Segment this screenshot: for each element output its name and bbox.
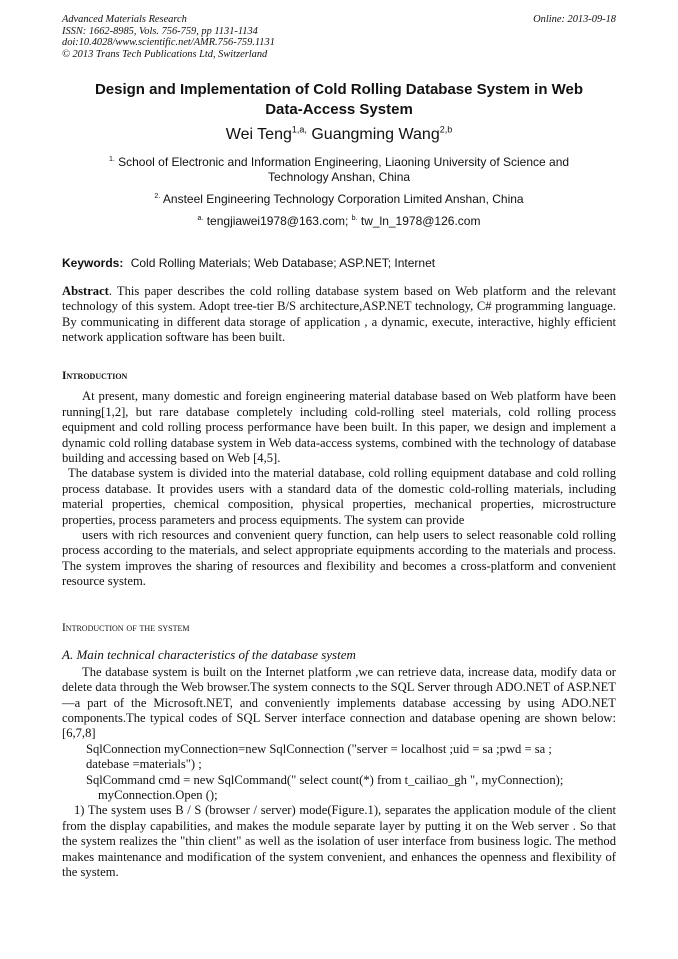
author-1: Wei Teng <box>225 126 292 143</box>
email-a-mark: a. <box>197 215 204 222</box>
title-line-2: Data-Access System <box>265 101 413 118</box>
subsection-a-heading: A. Main technical characteristics of the database system <box>62 647 356 663</box>
introduction-paragraph-1: At present, many domestic and foreign engineering material database based on Web platform have been running[1,2], but rare database completely including cold-rolling steel materials, cold rolling process equipment and cold rolling process performance have been built. In this paper, we design and implement a dynamic cold rolling database system in Web data-access systems, combined with the technology of database building and accessing based on Web [4,5]. <box>62 389 616 466</box>
journal-name: Advanced Materials Research <box>62 14 187 25</box>
keywords <box>62 256 435 270</box>
emails <box>70 214 608 229</box>
system-paragraph-1: The database system is built on the Internet platform ,we can retrieve data, increase data, modify data or delete data through the Web browser.The system connects to the SQL Server through ADO.NET of ASP.NET—a part of the Microsoft.NET, and conveniently implements database accessing by using ADO.NET components.The typical codes of SQL Server interface connection and database opening are shown below: [6,7,8] <box>62 664 616 741</box>
abstract-text: . This paper describes the cold rolling database system based on Web platform and the relevant technology of this system. Adopt tree-tier B/S architecture,ASP.NET technology, C# programming language. By communicating in different data storage of application , a dynamic, execute, interactive, highly efficient network application software has been built. <box>62 284 616 345</box>
introduction-paragraph-2: The database system is divided into the material database, cold rolling equipment database and cold rolling process database. It provides users with a standard data of the domestic cold-rolling materials, including material properties, chemical composition, physical properties, mechanical properties, microstructure properties, process parameters and process equipments. The system can provide <box>62 466 616 527</box>
code-line-4: myConnection.Open (); <box>98 788 218 803</box>
title-line-1: Design and Implementation of Cold Rolling Database System in Web <box>94 81 584 98</box>
keywords-text: Cold Rolling Materials; Web Database; ASP.NET; Internet <box>130 256 436 270</box>
introduction-section <box>62 369 616 590</box>
paper-title <box>70 80 608 120</box>
affiliation-1-line-2: Technology Anshan, China <box>267 170 411 184</box>
keywords-label: Keywords: <box>62 256 124 270</box>
introduction-paragraph-3: users with rich resources and convenient query function, can help users to select reasonable cold rolling process according to the materials, and select appropriate equipments according to the materials and process. The system improves the sharing of resources and flexibility and becomes a cross-platform and convenient resource system. <box>62 528 616 589</box>
email-b[interactable]: tw_ln_1978@126.com <box>360 214 481 228</box>
copyright-line: © 2013 Trans Tech Publications Ltd, Switzerland <box>62 48 268 60</box>
code-line-2: datebase =materials") ; <box>86 757 202 772</box>
introduction-heading: Introduction <box>62 370 128 382</box>
affiliation-2-text: Ansteel Engineering Technology Corporation Limited Anshan, China <box>162 192 524 206</box>
abstract-label: Abstract <box>62 284 109 298</box>
system-heading: Introduction of the system <box>62 622 190 634</box>
affiliation-1-line-1: School of Electronic and Information Engineering, Liaoning University of Science and <box>118 155 570 169</box>
affiliation-1 <box>70 155 608 185</box>
abstract <box>62 284 616 346</box>
code-line-3: SqlCommand cmd = new SqlCommand(" select count(*) from t_cailiao_gh ", myConnection); <box>86 772 564 787</box>
author-line <box>62 126 616 144</box>
author-separator: , <box>304 124 307 135</box>
system-section <box>62 621 616 881</box>
system-paragraph-2: 1) The system uses B / S (browser / server) mode(Figure.1), separates the application module of the client from the display capabilities, and makes the module separate layer by putting it on the Web server . So that the system realizes the "thin client" as well as the isolation of user interface from business logic. The method makes maintenance and modification of the system convenient, and enhances the openness and flexibility of the system. <box>62 803 616 880</box>
author-1-sup: 1,a <box>291 124 305 135</box>
email-a[interactable]: tengjiawei1978@163.com; <box>206 214 349 228</box>
author-2: Guangming Wang <box>311 126 440 143</box>
affiliation-2-mark: 2. <box>154 193 161 200</box>
issn-line: ISSN: 1662-8985, Vols. 756-759, pp 1131-1134 <box>62 25 258 37</box>
journal-header <box>62 14 616 60</box>
code-line-1: SqlConnection myConnection=new SqlConnection ("server = localhost ;uid = sa ;pwd = sa ; <box>86 741 552 756</box>
email-b-mark: b. <box>351 215 358 222</box>
author-2-sup: 2,b <box>439 124 453 135</box>
doi-line[interactable]: doi:10.4028/www.scientific.net/AMR.756-759.1131 <box>62 37 275 49</box>
online-date: Online: 2013-09-18 <box>533 14 616 25</box>
affiliation-2 <box>70 192 608 207</box>
affiliation-1-mark: 1. <box>108 156 115 163</box>
